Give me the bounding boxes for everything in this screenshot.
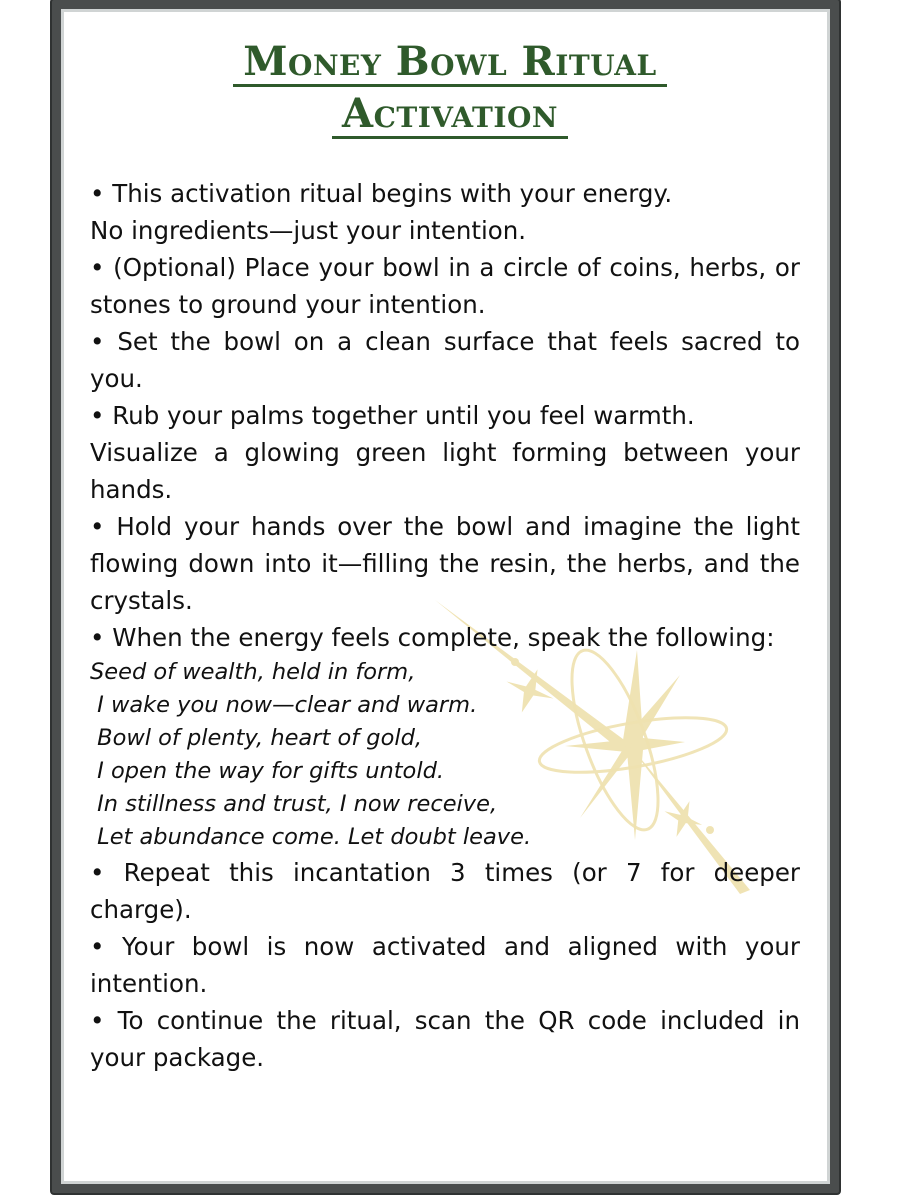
page-title	[0, 36, 900, 140]
bullet-9: • To continue the ritual, scan the QR code included in your package.	[90, 1006, 800, 1072]
bullet-1: • This activation ritual begins with your energy.	[90, 179, 673, 208]
bullet-4-cont: Visualize a glowing green light forming between your hands.	[90, 438, 800, 504]
verse-line-1: Seed of wealth, held in form,	[90, 659, 416, 685]
verse-line-3: Bowl of plenty, heart of gold,	[90, 725, 423, 751]
verse-line-6: Let abundance come. Let doubt leave.	[90, 824, 532, 850]
bullet-5: • Hold your hands over the bowl and imagine the light flowing down into it—filling the resin, the herbs, and the crystals.	[90, 512, 800, 615]
bullet-4: • Rub your palms together until you feel warmth.	[90, 401, 695, 430]
bullet-1-cont: No ingredients—just your intention.	[90, 216, 527, 245]
instructions	[90, 175, 800, 1076]
verse-line-5: In stillness and trust, I now receive,	[90, 791, 498, 817]
verse-line-4: I open the way for gifts untold.	[90, 758, 445, 784]
title-line-2: Activation	[332, 92, 568, 139]
bullet-8: • Your bowl is now activated and aligned with your intention.	[90, 932, 800, 998]
bullet-2: • (Optional) Place your bowl in a circle of coins, herbs, or stones to ground your intention.	[90, 253, 800, 319]
verse-line-2: I wake you now—clear and warm.	[90, 692, 478, 718]
bullet-7: • Repeat this incantation 3 times (or 7 for deeper charge).	[90, 858, 800, 924]
bullet-6: • When the energy feels complete, speak the following:	[90, 623, 775, 652]
bullet-3: • Set the bowl on a clean surface that feels sacred to you.	[90, 327, 800, 393]
title-line-1: Money Bowl Ritual	[233, 40, 666, 87]
